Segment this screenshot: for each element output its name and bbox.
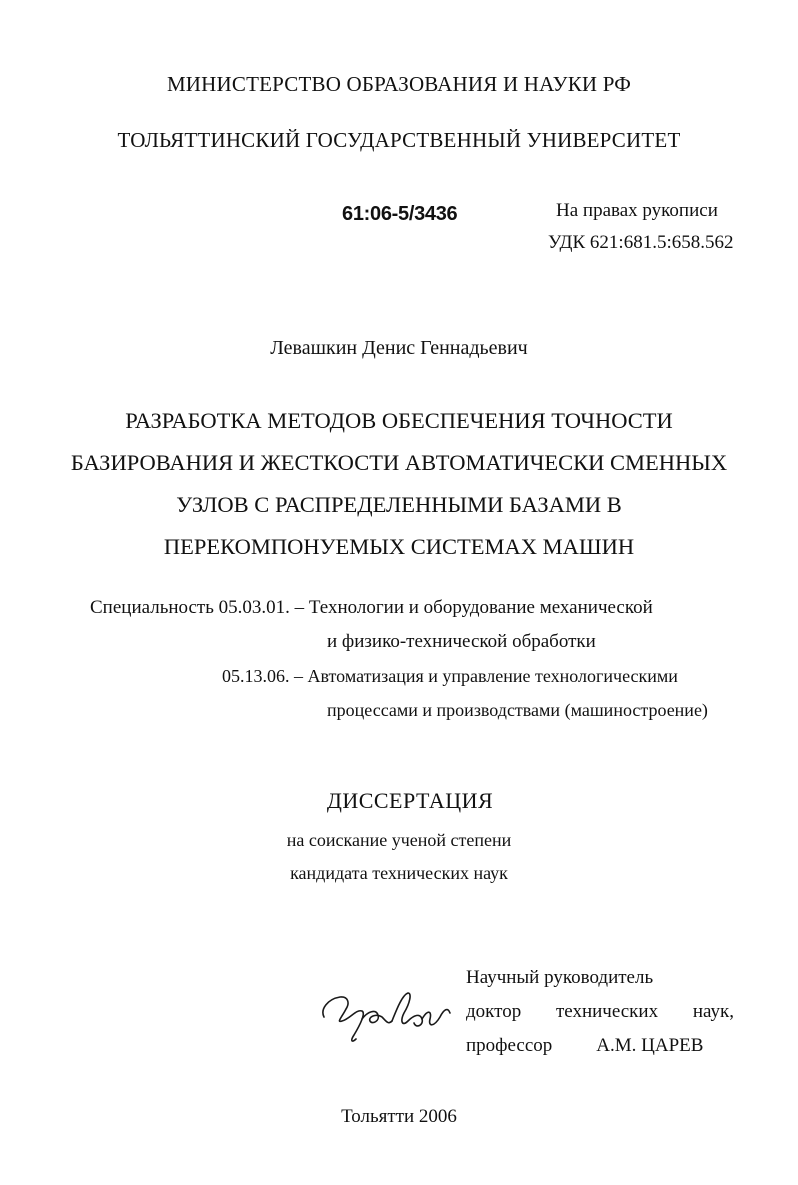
city-year: Тольятти 2006 [341,1106,457,1127]
specialty-line-1-continued: и физико-технической обработки [327,631,596,652]
degree-line-2: кандидата технических наук [290,863,508,883]
university-heading: ТОЛЬЯТТИНСКИЙ ГОСУДАРСТВЕННЫЙ УНИВЕРСИТЕТ [117,128,681,152]
archive-code-stamp: 61:06-5/3436 [342,203,458,225]
specialty-line-2: 05.13.06. – Автоматизация и управление технологическими [222,666,678,686]
specialty-line-2-continued: процессами и производствами (машиностроение) [327,700,708,720]
udk-code: УДК 621:681.5:658.562 [548,232,734,253]
work-type-title: ДИССЕРТАЦИЯ [326,788,494,813]
supervisor-name: А.М. ЦАРЕВ [596,1035,704,1056]
supervisor-signature-image [316,985,456,1045]
supervisor-degree [466,1001,734,1023]
ministry-heading: МИНИСТЕРСТВО ОБРАЗОВАНИЯ И НАУКИ РФ [166,72,632,96]
title-line: ПЕРЕКОМПОНУЕМЫХ СИСТЕМАХ МАШИН [163,534,635,559]
supervisor-degree-word: наук, [692,1001,734,1022]
specialty-line-1: Специальность 05.03.01. – Технологии и оборудование механической [90,597,653,618]
supervisor-label: Научный руководитель [466,967,654,988]
title-line: РАЗРАБОТКА МЕТОДОВ ОБЕСПЕЧЕНИЯ ТОЧНОСТИ [125,408,673,433]
degree-line-1: на соискание ученой степени [286,830,512,850]
author-name: Левашкин Денис Геннадьевич [270,337,528,359]
title-line: УЗЛОВ С РАСПРЕДЕЛЕННЫМИ БАЗАМИ В [176,492,622,517]
supervisor-position-row [466,1035,703,1057]
supervisor-degree-word: доктор [466,1001,522,1022]
supervisor-degree-word: технических [555,1001,659,1022]
title-line: БАЗИРОВАНИЯ И ЖЕСТКОСТИ АВТОМАТИЧЕСКИ СМЕННЫХ [70,450,728,475]
dissertation-title [0,400,798,568]
manuscript-rights-label: На правах рукописи [556,200,718,221]
supervisor-position: профессор [466,1035,553,1056]
